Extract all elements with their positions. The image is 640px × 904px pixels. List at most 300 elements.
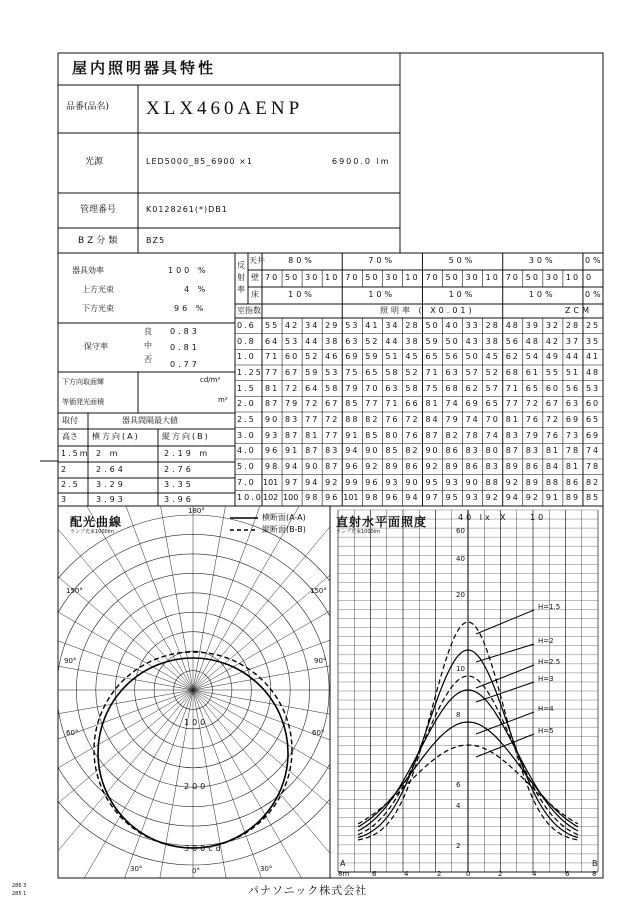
- util-cell-3-11: 52: [485, 368, 500, 377]
- polar-subtitle: ランプ光束1000lm: [70, 529, 114, 535]
- util-cell-0-5: 41: [365, 321, 380, 330]
- ceiling-value-1: 70%: [368, 256, 396, 265]
- util-cell-5-2: 72: [305, 399, 320, 409]
- util-cell-11-0: 102: [263, 493, 279, 503]
- util-cell-8-1: 91: [285, 446, 300, 456]
- util-cell-10-14: 88: [545, 477, 560, 487]
- util-cell-5-5: 77: [365, 399, 380, 409]
- util-cell-9-6: 89: [385, 462, 400, 471]
- bz-value: BZ5: [146, 236, 166, 245]
- illum-x-8: 8: [592, 870, 597, 878]
- room-index-0: 0.6: [237, 321, 256, 330]
- wall-value-0: 70: [265, 273, 280, 282]
- polar-angle-90-left: 90°: [64, 657, 77, 665]
- util-cell-1-3: 38: [325, 336, 340, 346]
- util-cell-1-0: 64: [265, 336, 280, 346]
- illuminance-x-mark: X: [500, 513, 506, 522]
- down-light-value: 96 %: [174, 304, 207, 313]
- room-index-11: 10.0: [237, 493, 263, 503]
- util-cell-5-10: 69: [465, 399, 480, 409]
- wall-value-3: 10: [325, 273, 340, 282]
- util-cell-1-4: 63: [345, 336, 360, 346]
- util-cell-10-9: 93: [445, 477, 460, 487]
- util-cell-1-5: 52: [365, 336, 380, 346]
- polar-angle-150-left: 150°: [66, 587, 83, 595]
- ceiling-value-4: 0%: [584, 256, 604, 265]
- curve-h5-leader: [476, 734, 534, 757]
- util-cell-11-1: 100: [283, 493, 299, 503]
- util-cell-8-7: 82: [405, 446, 420, 456]
- util-cell-3-4: 75: [345, 368, 360, 377]
- polar-ring-200: 200: [184, 782, 209, 791]
- util-cell-0-6: 34: [385, 321, 400, 330]
- util-cell-4-4: 79: [345, 383, 360, 393]
- illum-y-7: 2: [456, 842, 461, 850]
- floor-label: 床: [251, 290, 259, 299]
- util-cell-4-16: 53: [585, 383, 601, 393]
- util-cell-8-10: 83: [465, 446, 480, 456]
- util-cell-11-13: 92: [525, 493, 540, 503]
- spacing-a-0: 2 m: [96, 449, 121, 458]
- util-cell-7-7: 76: [405, 430, 420, 440]
- util-cell-5-1: 79: [285, 399, 300, 409]
- util-cell-6-14: 72: [545, 415, 560, 424]
- util-cell-7-4: 91: [345, 430, 360, 440]
- util-cell-2-11: 45: [485, 352, 500, 362]
- polar-ring-300: 300cd: [184, 844, 224, 853]
- polar-angle-60-right: 60°: [312, 729, 325, 737]
- util-cell-4-14: 60: [545, 383, 560, 393]
- utilization-label: 照明率 ( X0.01): [380, 306, 475, 315]
- util-cell-5-9: 74: [445, 399, 460, 409]
- util-cell-10-2: 94: [305, 477, 320, 487]
- util-cell-7-12: 83: [505, 430, 520, 440]
- room-index-3: 1.25: [237, 368, 263, 377]
- room-index-1: 0.8: [237, 336, 256, 346]
- product-code: XLX460AENP: [146, 98, 304, 119]
- util-cell-1-13: 48: [525, 336, 540, 346]
- util-cell-9-16: 78: [585, 462, 601, 471]
- util-cell-9-15: 81: [565, 462, 581, 471]
- util-cell-2-3: 46: [325, 352, 340, 362]
- util-cell-1-7: 38: [405, 336, 420, 346]
- efficiency-value: 100 %: [168, 266, 209, 275]
- util-cell-7-5: 85: [365, 430, 380, 440]
- util-cell-6-15: 69: [565, 415, 581, 424]
- util-cell-4-11: 57: [485, 383, 500, 393]
- floor-value-2: 10%: [448, 290, 476, 299]
- util-cell-2-15: 44: [565, 352, 581, 362]
- curve-h1-5-leader: [476, 610, 534, 634]
- util-cell-5-7: 66: [405, 399, 420, 409]
- util-cell-4-13: 65: [525, 383, 540, 393]
- util-cell-0-16: 25: [585, 321, 601, 330]
- util-cell-10-11: 88: [485, 477, 500, 487]
- room-index-9: 5.0: [237, 462, 256, 471]
- illum-x-5: 2: [498, 870, 503, 878]
- util-cell-6-13: 76: [525, 415, 540, 424]
- util-cell-1-15: 37: [565, 336, 581, 346]
- room-index-6: 2.5: [237, 415, 256, 424]
- curve-h3-label: H=3: [538, 675, 554, 683]
- curve-h1-5-label: H=1.5: [538, 603, 561, 611]
- spacing-a-2: 3.29: [96, 480, 126, 489]
- illum-y-1: 40: [456, 555, 465, 563]
- illuminance-x-value: 10: [530, 513, 547, 522]
- wall-value-14: 30: [545, 273, 560, 282]
- util-cell-7-15: 73: [565, 430, 581, 440]
- util-cell-5-4: 85: [345, 399, 360, 409]
- illuminance-title: 直射水平面照度: [336, 515, 428, 529]
- util-cell-9-11: 83: [485, 462, 500, 471]
- util-cell-5-8: 81: [425, 399, 440, 409]
- util-cell-9-12: 89: [505, 462, 520, 471]
- util-cell-4-2: 64: [305, 383, 320, 393]
- page-title: 屋内照明器具特性: [72, 59, 217, 77]
- util-cell-3-12: 68: [505, 368, 520, 377]
- util-cell-0-2: 34: [305, 321, 320, 330]
- util-cell-11-3: 96: [325, 493, 340, 503]
- polar-angle-90-right: 90°: [314, 657, 327, 665]
- wall-value-16: 0: [585, 273, 594, 282]
- util-cell-2-16: 41: [585, 352, 601, 362]
- grade-poor: 否: [144, 355, 152, 364]
- util-cell-5-11: 65: [485, 399, 500, 409]
- spacing-col-a: 横方向(A): [92, 432, 140, 441]
- ceiling-label: 天井: [249, 256, 265, 265]
- curve-h4-label: H=4: [538, 705, 554, 713]
- footer-code-2: 285 1: [12, 891, 27, 897]
- util-cell-7-8: 87: [425, 430, 440, 440]
- wall-value-12: 70: [505, 273, 520, 282]
- util-cell-2-5: 59: [365, 352, 380, 362]
- spacing-a-1: 2.64: [96, 465, 126, 474]
- wall-value-7: 10: [405, 273, 420, 282]
- luminance-unit: cd/m²: [200, 376, 221, 384]
- util-cell-10-16: 82: [585, 477, 601, 487]
- illuminance-axis-b: B: [592, 859, 598, 868]
- spacing-title: 器具間隔最大値: [122, 416, 178, 425]
- up-light-value: 4 %: [184, 285, 209, 294]
- util-cell-8-9: 86: [445, 446, 460, 456]
- util-cell-3-0: 77: [265, 368, 280, 377]
- util-cell-8-16: 74: [585, 446, 601, 456]
- util-cell-7-2: 81: [305, 430, 320, 440]
- util-cell-8-14: 81: [545, 446, 560, 456]
- illuminance-subtitle: ランプ光束1000lm: [336, 529, 380, 535]
- curve-h5-label: H=5: [538, 727, 554, 735]
- util-cell-10-15: 86: [565, 477, 581, 487]
- util-cell-3-3: 53: [325, 368, 340, 377]
- util-cell-6-12: 81: [505, 415, 520, 424]
- room-index-2: 1.0: [237, 352, 256, 362]
- ceiling-value-0: 80%: [288, 256, 315, 265]
- util-cell-7-13: 79: [525, 430, 540, 440]
- util-cell-4-8: 75: [425, 383, 440, 393]
- util-cell-11-6: 96: [385, 493, 400, 503]
- util-cell-6-6: 76: [385, 415, 400, 424]
- spacing-height-0: 1.5m: [61, 449, 90, 458]
- spacing-a-3: 3.93: [96, 495, 126, 504]
- util-cell-1-2: 44: [305, 336, 320, 346]
- util-cell-0-0: 55: [265, 321, 280, 330]
- illum-y-6: 4: [456, 802, 461, 810]
- util-cell-0-7: 28: [405, 321, 420, 330]
- util-cell-1-1: 53: [285, 336, 300, 346]
- util-cell-3-9: 63: [445, 368, 460, 377]
- util-cell-5-14: 67: [545, 399, 560, 409]
- util-cell-8-15: 78: [565, 446, 581, 456]
- util-cell-11-14: 91: [545, 493, 560, 503]
- util-cell-7-11: 74: [485, 430, 500, 440]
- util-cell-0-13: 39: [525, 321, 540, 330]
- util-cell-3-1: 67: [285, 368, 300, 377]
- util-cell-10-8: 95: [425, 477, 440, 487]
- util-cell-10-4: 99: [345, 477, 360, 487]
- wall-value-15: 10: [565, 273, 581, 282]
- ceiling-value-2: 50%: [448, 256, 476, 265]
- util-cell-9-4: 96: [345, 462, 360, 471]
- util-cell-7-1: 87: [285, 430, 300, 440]
- util-cell-1-6: 44: [385, 336, 400, 346]
- util-cell-9-7: 86: [405, 462, 420, 471]
- util-cell-9-2: 90: [305, 462, 320, 471]
- illum-x-1: 6: [372, 870, 377, 878]
- light-source-label: 光源: [85, 157, 104, 167]
- util-cell-1-10: 43: [465, 336, 480, 346]
- util-cell-7-6: 80: [385, 430, 400, 440]
- illum-x-0: 8m: [338, 870, 350, 878]
- util-cell-4-1: 72: [285, 383, 300, 393]
- mount-label-2: 高さ: [62, 432, 78, 441]
- util-cell-2-14: 49: [545, 352, 560, 362]
- illuminance-axis-top: 40 lx: [458, 513, 493, 522]
- room-index-10: 7.0: [237, 477, 256, 487]
- lumen-value: 6900.0 lm: [332, 157, 391, 166]
- util-cell-9-5: 92: [365, 462, 380, 471]
- util-cell-5-13: 72: [525, 399, 540, 409]
- util-cell-8-3: 83: [325, 446, 340, 456]
- util-cell-11-10: 93: [465, 493, 480, 503]
- wall-value-8: 70: [425, 273, 440, 282]
- util-cell-8-6: 85: [385, 446, 400, 456]
- util-cell-4-0: 81: [265, 383, 280, 393]
- util-cell-6-0: 90: [265, 415, 280, 424]
- util-cell-7-0: 93: [265, 430, 280, 440]
- floor-value-3: 10%: [528, 290, 556, 299]
- util-cell-2-1: 60: [285, 352, 300, 362]
- util-cell-3-14: 55: [545, 368, 560, 377]
- spacing-b-1: 2.76: [164, 465, 194, 474]
- util-cell-6-5: 82: [365, 415, 380, 424]
- util-cell-4-6: 63: [385, 383, 400, 393]
- util-cell-10-6: 93: [385, 477, 400, 487]
- floor-value-4: 0%: [584, 290, 604, 299]
- room-index-4: 1.5: [237, 383, 256, 393]
- util-cell-10-12: 92: [505, 477, 520, 487]
- curve-h2-label: H=2: [538, 637, 554, 645]
- util-cell-5-15: 63: [565, 399, 581, 409]
- maintenance-poor: 0.77: [170, 360, 200, 369]
- control-value: K0128261(*)DB1: [146, 205, 228, 214]
- util-cell-2-0: 71: [265, 352, 280, 362]
- curve-h2-leader: [476, 644, 534, 662]
- spacing-b-3: 3.96: [164, 495, 194, 504]
- wall-value-1: 50: [285, 273, 300, 282]
- util-cell-4-7: 58: [405, 383, 420, 393]
- util-cell-0-10: 33: [465, 321, 480, 330]
- util-cell-7-10: 78: [465, 430, 480, 440]
- maintenance-label: 保守率: [84, 342, 108, 351]
- util-cell-11-15: 89: [565, 493, 581, 503]
- util-cell-6-1: 83: [285, 415, 300, 424]
- util-cell-1-16: 35: [585, 336, 601, 346]
- illum-x-7: 6: [565, 870, 570, 878]
- reflectance-label: 反射率: [237, 261, 245, 294]
- curve-h2-5-label: H=2.5: [538, 658, 561, 666]
- util-cell-11-16: 85: [585, 493, 601, 503]
- util-cell-10-1: 97: [285, 477, 300, 487]
- util-cell-8-11: 80: [485, 446, 500, 456]
- product-label: 品番(品名): [66, 102, 110, 112]
- illum-x-4: 0: [466, 870, 471, 878]
- util-cell-1-14: 42: [545, 336, 560, 346]
- util-cell-9-0: 98: [265, 462, 280, 471]
- grade-good: 良: [144, 327, 152, 336]
- util-cell-7-9: 82: [445, 430, 460, 440]
- util-cell-6-3: 72: [325, 415, 340, 424]
- util-cell-9-9: 89: [445, 462, 460, 471]
- util-cell-6-10: 74: [465, 415, 480, 424]
- util-cell-6-16: 65: [585, 415, 601, 424]
- util-cell-11-12: 94: [505, 493, 520, 503]
- util-cell-5-6: 71: [385, 399, 400, 409]
- wall-value-11: 10: [485, 273, 500, 282]
- util-cell-3-10: 57: [465, 368, 480, 377]
- util-cell-0-11: 28: [485, 321, 500, 330]
- room-index-label: 室指数: [237, 306, 261, 315]
- luminance-label: 下方向取面輝: [62, 378, 104, 386]
- wall-value-13: 50: [525, 273, 540, 282]
- zcm-label: ZCM: [565, 306, 592, 315]
- util-cell-6-7: 72: [405, 415, 420, 424]
- util-cell-4-3: 58: [325, 383, 340, 393]
- up-light-label: 上方光束: [82, 285, 114, 294]
- util-cell-2-6: 51: [385, 352, 400, 362]
- util-cell-4-10: 62: [465, 383, 480, 393]
- util-cell-2-12: 62: [505, 352, 520, 362]
- area-unit: m²: [218, 396, 228, 404]
- illum-y-2: 20: [456, 591, 465, 599]
- util-cell-3-5: 65: [365, 368, 380, 377]
- util-cell-9-13: 86: [525, 462, 540, 471]
- efficiency-label: 器具効率: [72, 266, 104, 275]
- util-cell-3-13: 61: [525, 368, 540, 377]
- util-cell-3-16: 48: [585, 368, 601, 377]
- util-cell-1-8: 59: [425, 336, 440, 346]
- room-index-7: 3.0: [237, 430, 256, 440]
- floor-value-0: 10%: [288, 290, 315, 299]
- down-light-label: 下方光束: [82, 304, 114, 313]
- util-cell-3-8: 71: [425, 368, 440, 377]
- wall-value-4: 70: [345, 273, 360, 282]
- util-cell-6-9: 79: [445, 415, 460, 424]
- bz-label: BZ分類: [78, 236, 121, 246]
- util-cell-9-14: 84: [545, 462, 560, 471]
- util-cell-3-6: 58: [385, 368, 400, 377]
- room-index-8: 4.0: [237, 446, 256, 456]
- util-cell-11-8: 97: [425, 493, 440, 503]
- util-cell-3-15: 51: [565, 368, 581, 377]
- util-cell-2-2: 52: [305, 352, 320, 362]
- spacing-b-2: 3.35: [164, 480, 194, 489]
- light-source-value: LED5000_85_6900 ×1: [146, 157, 253, 166]
- util-cell-0-1: 42: [285, 321, 300, 330]
- legend-solid: 横断面(A-A): [262, 513, 306, 522]
- wall-value-5: 50: [365, 273, 380, 282]
- util-cell-5-12: 77: [505, 399, 520, 409]
- util-cell-10-7: 90: [405, 477, 420, 487]
- spacing-b-0: 2.19 m: [164, 449, 211, 458]
- illum-y-0: 60: [456, 527, 465, 535]
- util-cell-2-4: 69: [345, 352, 360, 362]
- util-cell-5-3: 67: [325, 399, 340, 409]
- wall-value-10: 30: [465, 273, 480, 282]
- util-cell-9-3: 87: [325, 462, 340, 471]
- util-cell-1-11: 38: [485, 336, 500, 346]
- util-cell-0-8: 50: [425, 321, 440, 330]
- polar-angle-30-left: 30°: [130, 865, 143, 873]
- illum-y-3: 10: [456, 665, 465, 673]
- polar-angle-150-right: 150°: [310, 587, 327, 595]
- util-cell-0-3: 29: [325, 321, 340, 330]
- util-cell-7-14: 76: [545, 430, 560, 440]
- util-cell-10-3: 92: [325, 477, 340, 487]
- util-cell-3-7: 52: [405, 368, 420, 377]
- util-cell-2-13: 54: [525, 352, 540, 362]
- illuminance-axis-a: A: [340, 859, 346, 868]
- util-cell-4-9: 68: [445, 383, 460, 393]
- util-cell-5-0: 87: [265, 399, 280, 409]
- polar-angle-30-right: 30°: [260, 865, 273, 873]
- grade-mid: 中: [144, 341, 152, 350]
- util-cell-2-7: 45: [405, 352, 420, 362]
- floor-value-1: 10%: [368, 290, 396, 299]
- maintenance-mid: 0.81: [170, 343, 200, 352]
- util-cell-0-12: 48: [505, 321, 520, 330]
- util-cell-6-11: 70: [485, 415, 500, 424]
- util-cell-11-2: 98: [305, 493, 320, 503]
- util-cell-8-4: 94: [345, 446, 360, 456]
- util-cell-8-2: 87: [305, 446, 320, 456]
- util-cell-10-13: 89: [525, 477, 540, 487]
- util-cell-10-10: 90: [465, 477, 480, 487]
- util-cell-11-5: 98: [365, 493, 380, 503]
- polar-angle-0: 0°: [192, 867, 200, 875]
- mount-label-1: 取付: [62, 416, 78, 425]
- util-cell-0-15: 28: [565, 321, 581, 330]
- util-cell-1-12: 56: [505, 336, 520, 346]
- util-cell-1-9: 50: [445, 336, 460, 346]
- util-cell-3-2: 59: [305, 368, 320, 377]
- util-cell-5-16: 60: [585, 399, 601, 409]
- area-label: 等価発光面積: [62, 398, 104, 406]
- util-cell-4-15: 56: [565, 383, 581, 393]
- util-cell-10-5: 96: [365, 477, 380, 487]
- polar-ring-100: 100: [184, 718, 209, 727]
- util-cell-6-2: 77: [305, 415, 320, 424]
- util-cell-9-8: 92: [425, 462, 440, 471]
